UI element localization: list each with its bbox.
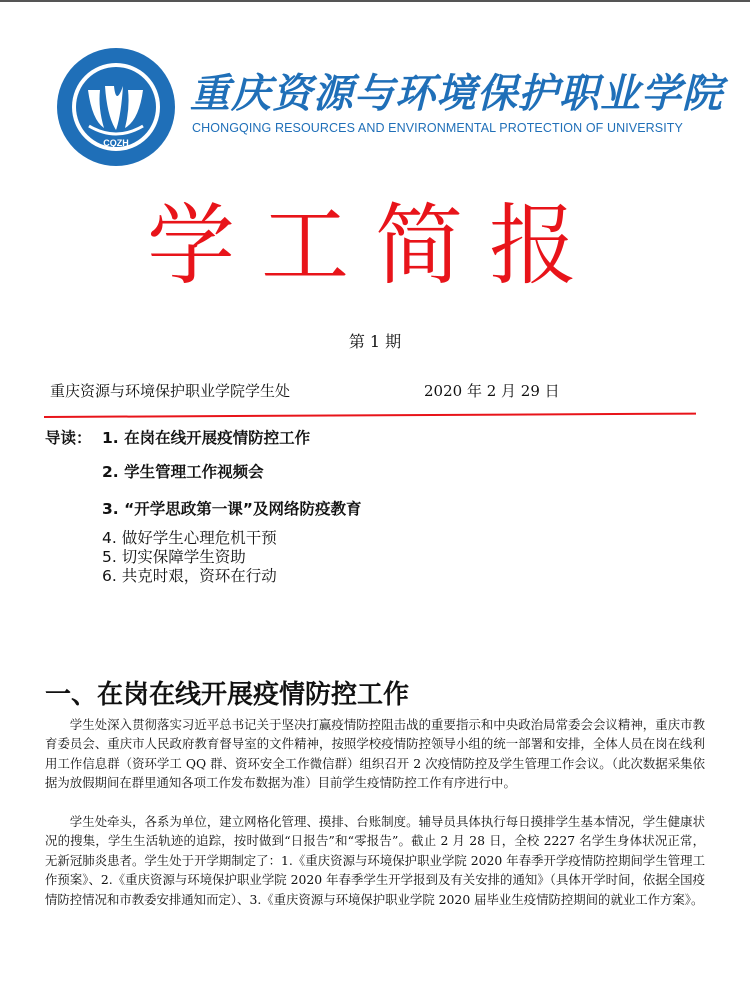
header-divider xyxy=(44,413,696,418)
toc-item-4: 4. 做好学生心理危机干预 xyxy=(102,529,277,547)
toc-item-1: 1. 在岗在线开展疫情防控工作 xyxy=(102,429,311,447)
school-logo-icon xyxy=(55,46,177,168)
bulletin-masthead: 学工简报 xyxy=(146,194,603,297)
section-1-heading: 一、在岗在线开展疫情防控工作 xyxy=(45,680,410,710)
issue-number: 第 1 期 xyxy=(348,332,402,351)
section-1-paragraph-1: 学生处深入贯彻落实习近平总书记关于坚决打赢疫情防控阻击战的重要指示和中央政治局常委会会议精神，重庆市教育委员会、重庆市人民政府教育督导室的文件精神，按照学校疫情防控领导小组的统一部署和安排，全体人员在岗在线利用工作信息群（资环学工 QQ 群、资环安全工作微信群）组织召开 2 次疫情防控及学生管理工作会议。（此次数据采集依据为放假期间在群里通知各项工作发布数据为准）目前学生疫情防控工作有序进行中。 xyxy=(45,717,705,791)
school-logo xyxy=(55,46,177,168)
section-1-paragraph-2: 学生处牵头，各系为单位，建立网格化管理、摸排、台账制度。辅导员具体执行每日摸排学生基本情况，学生健康状况的搜集，学生生活轨迹的追踪，按时做到“日报告”和“零报告”。截止 2 月 28 日，全校 2227 名学生身体状况正常，无新冠肺炎患者。学生处于开学期制定了：1.《重庆资源与环境保护职业学院 2020 年春季开学疫情防控期间学生管理工作预案》、2.《重庆资源与环境保护职业学院 2020 年春季学生开学报到及有关安排的通知》（具体开学时间，依据全国疫情防控情况和市教委安排通知而定）、3.《重庆资源与环境保护职业学院 2020 届毕业生疫情防控期间的就业工作方案》。 xyxy=(45,814,705,907)
toc-lead: 导读： xyxy=(45,429,92,447)
toc-item-6: 6. 共克时艰，资环在行动 xyxy=(102,567,277,585)
school-name-en: CHONGQING RESOURCES AND ENVIRONMENTAL PROTECTION OF UNIVERSITY xyxy=(192,121,683,135)
page-top-edge xyxy=(0,0,750,2)
toc-item-3: 3. “开学思政第一课”及网络防疫教育 xyxy=(102,500,362,518)
publisher-department: 重庆资源与环境保护职业学院学生处 xyxy=(50,382,291,400)
toc-item-2: 2. 学生管理工作视频会 xyxy=(102,463,264,481)
toc-item-5: 5. 切实保障学生资助 xyxy=(102,548,246,566)
school-name-cn: 重庆资源与环境保护职业学院 xyxy=(190,70,723,117)
publish-date: 2020 年 2 月 29 日 xyxy=(424,382,560,400)
logo-text: CQZH xyxy=(103,138,129,148)
